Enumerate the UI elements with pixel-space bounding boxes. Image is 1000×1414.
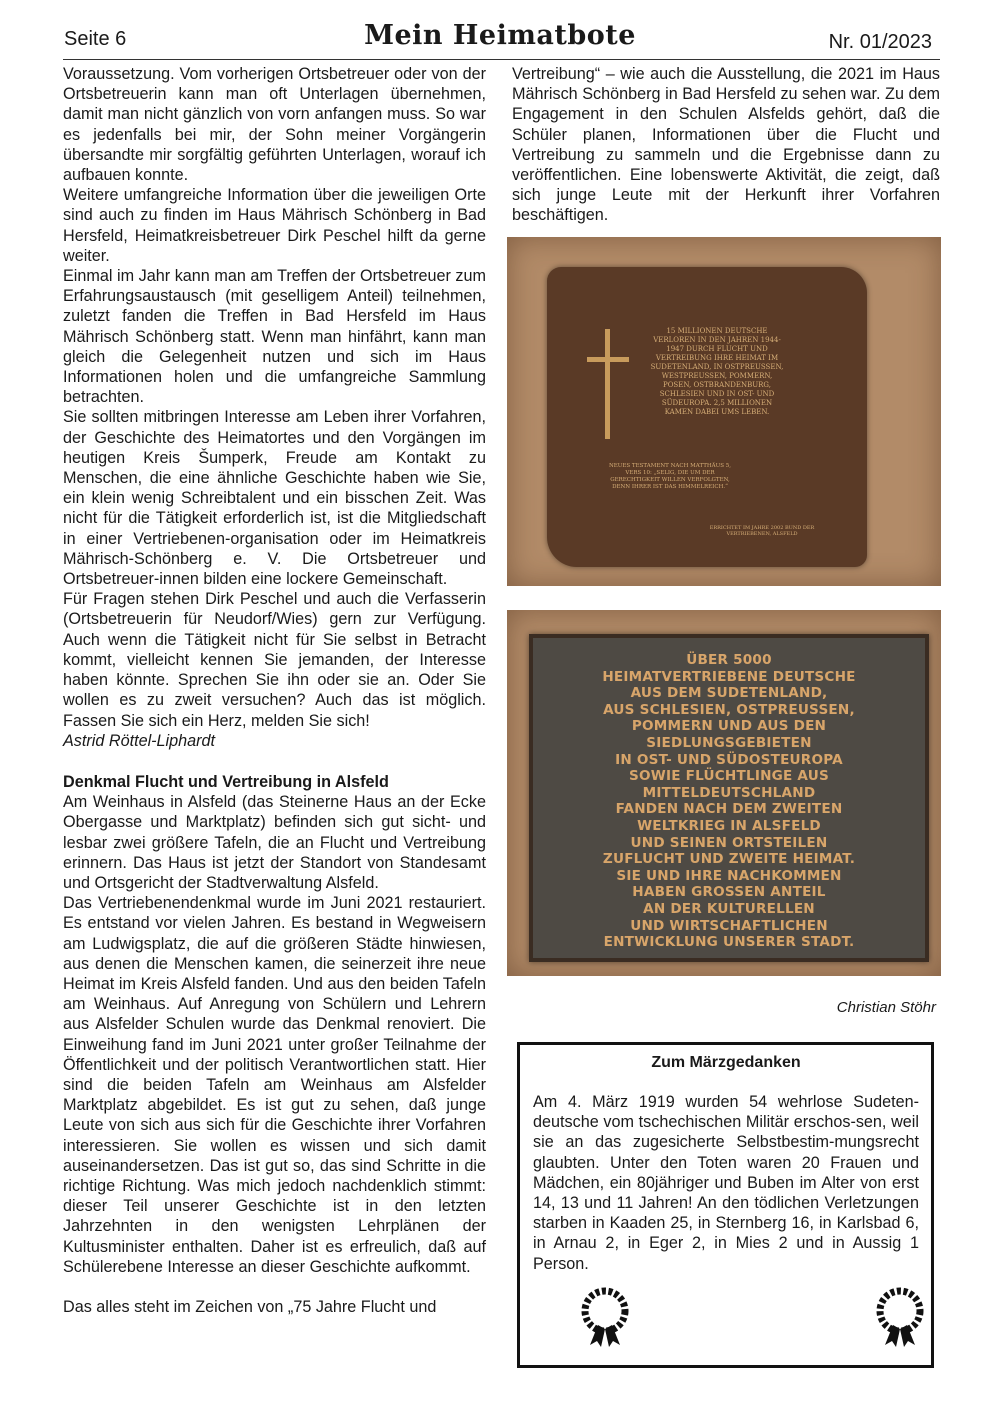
plaque-line: ZUFLUCHT UND ZWEITE HEIMAT.: [602, 851, 856, 868]
article-heading: Denkmal Flucht und Vertreibung in Alsfeld: [63, 772, 389, 791]
plaque-line: AUS SCHLESIEN, OSTPREUSSEN,: [603, 701, 855, 718]
plaque-line: SIEDLUNGSGEBIETEN: [646, 734, 812, 751]
cross-icon: [605, 329, 610, 439]
paragraph: Sie sollten mitbringen Interesse am Leben ihrer Vorfahren, der Geschichte des Heimatortes und den Vorgängen im heutigen Kreis Šumperk, Freude am Kontakt zu Menschen, die eine ähnliche Geschichte haben wie Sie, ein klein wenig Schreibtalent und ein bisschen Zeit. Was nicht für die Tätigkeit erforderlich ist, ist die Mitgliedschaft in einer Vertriebenen-organisation oder im Heimatkreis Mährisch-Schönberg e. V. Die Ortsbetreuer und Ortsbetreuer-innen bilden eine lockere Gemeinschaft.: [63, 408, 486, 589]
left-column: [63, 64, 486, 1317]
map-plaque-footer: ERRICHTET IM JAHRE 2002 BUND DER VERTRIEBENEN, ALSFELD: [709, 525, 815, 537]
plaque-line: HABEN GROSSEN ANTEIL: [632, 884, 826, 901]
map-plaque-inscription: 15 MILLIONEN DEUTSCHE VERLOREN IN DEN JAHREN 1944-1947 DURCH FLUCHT UND VERTREIBUNG IHRE HEIMAT IM SUDETENLAND, IN OSTPREUSSEN, WESTPREUSSEN, POMMERN, POSEN, OSTBRANDENBURG, SCHLESIEN UND IN OST- UND SÜDEUROPA. 2,5 MILLIONEN KAMEN DABEI UMS LEBEN.: [650, 327, 784, 416]
paragraph: Das alles steht im Zeichen von „75 Jahre Flucht und: [63, 1297, 437, 1316]
paragraph: Voraussetzung. Vom vorherigen Ortsbetreuer oder von der Ortsbetreuerin kann man oft Unterlagen übernehmen, damit man nicht gänzlich von vorn anfangen muss. So war es jedenfalls bei mir, der Sohn meiner Vorgängerin übersandte mir sorgfältig geführten Unterlagen, worauf ich aufbauen konnte.: [63, 65, 486, 185]
paragraph: Das Vertriebenendenkmal wurde im Juni 2021 restauriert. Es entstand vor vielen Jahren. Es bestand in Wegweisern am Ludwigsplatz, die auf die größeren Städte hinwiesen, aus denen die Menschen kamen, die seinerzeit ihre neue Heimat im Kreis Alsfeld fanden. Und aus den beiden Tafeln am Weinhaus. Auf Anregung von Schülern und Lehrern aus Alsfelder Schulen wurde das Denkmal renoviert. Die Einweihung fand im Juni 2021 unter großer Teilnahme der Öffentlichkeit und der politisch Verantwortlichen statt. Hier sind die beiden Tafeln am Weinhaus am Alsfelder Marktplatz abgebildet. Es ist gut zu sehen, daß junge Leute von sich aus sich für die Geschichte ihrer Vorfahren interessieren. Sie wollen es wissen und sich damit auseinandersetzen. Das ist gut so, das sind Schritte in die richtige Richtung. Was mich jedoch nachdenklich stimmt: dieser Teil unserer Geschichte ist in den letzten Jahrzehnten in den wenigsten Lehrplänen der Kultusminister enthalten. Daher ist es erfreulich, daß auf Schülerebene Interesse an dieser Geschichte aufkommt.: [63, 894, 486, 1276]
map-plaque: [547, 267, 867, 567]
paragraph: Vertreibung“ – wie auch die Ausstellung, die 2021 im Haus Mährisch Schönberg in Bad Hersfeld zu sehen war. Zu dem Engagement in den Schulen Alsfelds gehört, daß die Schüler planen, Informationen über die Flucht und Vertreibung zu sammeln und die Ergebnisse dann zu veröffentlichen. Eine lobenswerte Aktivität, die zeigt, daß sich junge Leute mit der Herkunft ihrer Vorfahren beschäftigen.: [512, 65, 940, 225]
plaque-line: POMMERN UND AUS DEN: [631, 718, 827, 735]
memorial-box: [517, 1042, 934, 1368]
plaque-line: AUS DEM SUDETENLAND,: [630, 685, 828, 702]
plaque-line: UND SEINEN ORTSTEILEN: [630, 834, 828, 851]
plaque-line: SIE UND IHRE NACHKOMMEN: [616, 867, 842, 884]
text-plaque-inscription: [545, 652, 913, 951]
plaque-line: ENTWICKLUNG UNSERER STADT.: [603, 934, 855, 951]
box-body: Am 4. März 1919 wurden 54 wehrlose Sudeten-deutsche vom tschechischen Militär erschos-sen, weil sie an das zugesicherte Selbstbestim-mungsrecht glaubten. Unter den Toten waren 20 Frauen und Mädchen, ein 80jähriger und Buben im Alter von erst 14, 13 und 11 Jahren! An den tödlichen Verletzungen starben in Kaaden 25, in Sternberg 16, in Karlsbad 6, in Arnau 2, in Eger 2, in Mies 2 und in Aussig 1 Person.: [533, 1093, 919, 1273]
page-number: Seite 6: [64, 28, 127, 50]
plaque-line: MITTELDEUTSCHLAND: [642, 784, 816, 801]
cross-icon-bar: [587, 357, 629, 362]
text-plaque-photo: [507, 610, 941, 976]
paragraph: Einmal im Jahr kann man am Treffen der Ortsbetreuer zum Erfahrungsaustausch (mit geselligem Anteil) teilnehmen, zuletzt fanden die Treffen in Bad Hersfeld im Haus Mährisch Schönberg statt. Wenn man hinfährt, kann man gleich die Gelegenheit nutzen und sich im Haus Informationen holen und die umfangreiche Sammlung betrachten.: [63, 267, 486, 407]
header-divider: [63, 59, 940, 60]
box-title: Zum Märzgedanken: [651, 1054, 801, 1071]
map-plaque-photo: [507, 237, 941, 586]
paragraph: Weitere umfangreiche Information über die jeweiligen Orte sind auch zu finden im Haus Mährisch Schönberg in Bad Hersfeld, Heimatkreisbetreuer Dirk Peschel hilft da gerne weiter.: [63, 186, 486, 265]
wreath-icon: [865, 1281, 935, 1351]
spacer: [63, 1277, 486, 1297]
paragraph: Am Weinhaus in Alsfeld (das Steinerne Haus an der Ecke Obergasse und Marktplatz) befinden sich gut sicht- und lesbar zwei größere Tafeln, die an Flucht und Vertreibung erinnern. Das Haus ist jetzt der Standort von Standesamt und Ortsgericht der Stadtverwaltung Alsfeld.: [63, 793, 486, 892]
author-signature: Astrid Röttel-Liphardt: [63, 731, 216, 750]
right-column: [512, 64, 940, 226]
plaque-line: IN OST- UND SÜDOSTEUROPA: [615, 751, 843, 768]
plaque-line: SOWIE FLÜCHTLINGE AUS: [629, 768, 829, 785]
text-plaque: [529, 634, 929, 962]
plaque-line: HEIMATVERTRIEBENE DEUTSCHE: [602, 668, 856, 685]
wreath-icon: [570, 1281, 640, 1351]
paragraph: Für Fragen stehen Dirk Peschel und auch die Verfasserin (Ortsbetreuerin für Neudorf/Wies) gern zur Verfügung. Auch wenn die Tätigkeit nicht für Sie selbst in Betracht kommt, vielleicht kennen Sie jemanden, der Interesse haben könnte. Sprechen Sie ihn oder sie an. Oder Sie wollen es zu zweit versuchen? Auch das ist möglich. Fassen Sie sich ein Herz, melden Sie sich!: [63, 590, 486, 730]
plaque-line: UND WIRTSCHAFTLICHEN: [630, 917, 828, 934]
spacer: [63, 751, 486, 772]
plaque-line: ÜBER 5000: [686, 652, 772, 668]
photo-credit: Christian Stöhr: [836, 999, 936, 1016]
plaque-line: WELTKRIEG IN ALSFELD: [637, 817, 821, 834]
masthead-title: Mein Heimatbote: [364, 20, 636, 51]
map-plaque-bible-quote: NEUES TESTAMENT NACH MATTHÄUS 5, VERS 10: „SELIG, DIE UM DER GERECHTIGKEIT WILLEN VERFOLGTEN, DENN IHRER IST DAS HIMMELREICH.“: [608, 463, 732, 490]
plaque-line: FANDEN NACH DEM ZWEITEN: [615, 801, 843, 818]
issue-number: Nr. 01/2023: [828, 31, 932, 53]
plaque-line: AN DER KULTURELLEN: [643, 900, 815, 917]
